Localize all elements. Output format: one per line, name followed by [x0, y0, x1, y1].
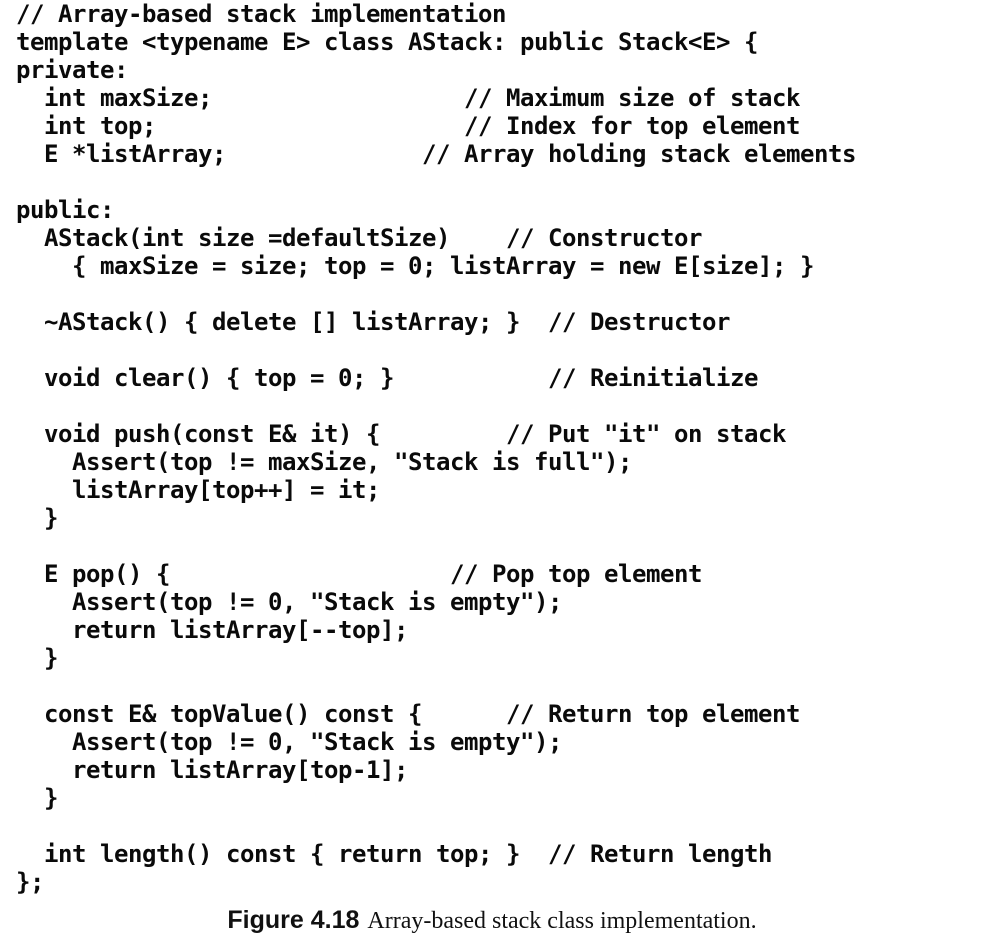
code-line: private:: [16, 56, 128, 84]
code-line: [16, 280, 856, 308]
code-line: AStack(int size =defaultSize) // Constructor: [16, 224, 702, 252]
code-line: };: [16, 868, 44, 896]
code-line: }: [16, 644, 58, 672]
code-line: void clear() { top = 0; } // Reinitialize: [16, 364, 758, 392]
code-line: }: [16, 784, 58, 812]
code-line: ~AStack() { delete [] listArray; } // Destructor: [16, 308, 730, 336]
figure-caption: [0, 906, 984, 935]
code-line: return listArray[top-1];: [16, 756, 408, 784]
code-line: Assert(top != 0, "Stack is empty");: [16, 588, 562, 616]
code-line: int top; // Index for top element: [16, 112, 800, 140]
code-line: [16, 168, 856, 196]
code-line: Assert(top != maxSize, "Stack is full");: [16, 448, 632, 476]
figure-label: Figure 4.18: [227, 906, 360, 934]
code-line: }: [16, 504, 58, 532]
code-line: Assert(top != 0, "Stack is empty");: [16, 728, 562, 756]
code-line: { maxSize = size; top = 0; listArray = new E[size]; }: [16, 252, 814, 280]
code-line: [16, 672, 856, 700]
code-line: template <typename E> class AStack: public Stack<E> {: [16, 28, 758, 56]
figure-caption-text: Array-based stack class implementation.: [367, 908, 757, 934]
code-line: [16, 532, 856, 560]
code-line: int length() const { return top; } // Return length: [16, 840, 772, 868]
code-line: // Array-based stack implementation: [16, 0, 506, 28]
code-line: public:: [16, 196, 114, 224]
code-line: int maxSize; // Maximum size of stack: [16, 84, 800, 112]
code-line: [16, 812, 856, 840]
code-line: [16, 336, 856, 364]
code-line: E pop() { // Pop top element: [16, 560, 702, 588]
code-line: const E& topValue() const { // Return top element: [16, 700, 800, 728]
code-line: listArray[top++] = it;: [16, 476, 380, 504]
code-line: void push(const E& it) { // Put "it" on stack: [16, 420, 786, 448]
code-line: [16, 392, 856, 420]
code-line: E *listArray; // Array holding stack elements: [16, 140, 856, 168]
code-line: return listArray[--top];: [16, 616, 408, 644]
code-listing: [16, 0, 856, 896]
